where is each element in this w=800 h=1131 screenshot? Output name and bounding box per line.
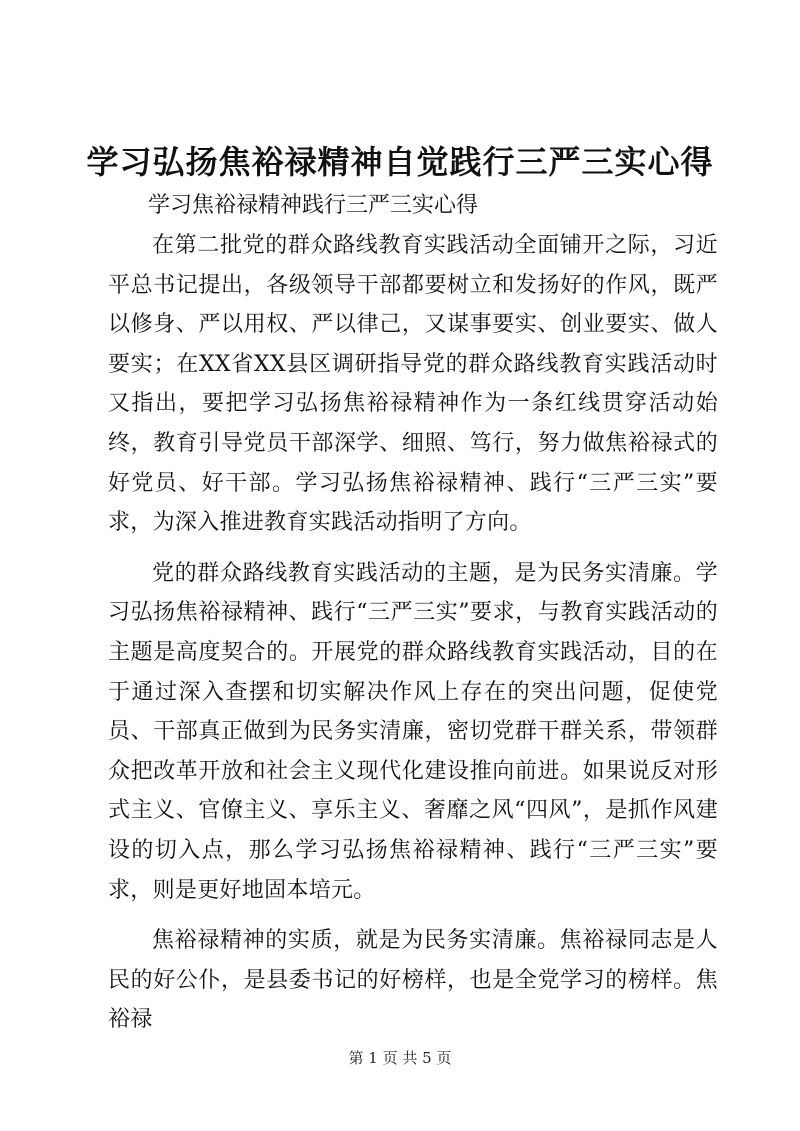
paragraph-3: 焦裕禄精神的实质，就是为民务实清廉。焦裕禄同志是人民的好公仆，是县委书记的好榜样，也是全党学习的榜样。焦裕禄 xyxy=(108,928,718,1033)
document-subtitle: 学习焦裕禄精神践行三严三实心得 xyxy=(148,193,479,218)
paragraph-1: 在第二批党的群众路线教育实践活动全面铺开之际，习近平总书记提出，各级领导干部都要树立和发扬好的作风，既严以修身、严以用权、严以律己，又谋事要实、创业要实、做人要实；在XX省XX县区调研指导党的群众路线教育实践活动时又指出，要把学习弘扬焦裕禄精神作为一条红线贯穿活动始终，教育引导党员干部深学、细照、笃行，努力做焦裕禄式的好党员、好干部。学习弘扬焦裕禄精神、践行“三严三实”要求，为深入推进教育实践活动指明了方向。 xyxy=(108,233,718,536)
document-body xyxy=(108,226,718,1051)
paragraph-2: 党的群众路线教育实践活动的主题，是为民务实清廉。学习弘扬焦裕禄精神、践行“三严三实”要求，与教育实践活动的主题是高度契合的。开展党的群众路线教育实践活动，目的在于通过深入查摆和切实解决作风上存在的突出问题，促使党员、干部真正做到为民务实清廉，密切党群干群关系，带领群众把改革开放和社会主义现代化建设推向前进。如果说反对形式主义、官僚主义、享乐主义、奢靡之风“四风”，是抓作风建设的切入点，那么学习弘扬焦裕禄精神、践行“三严三实”要求，则是更好地固本培元。 xyxy=(108,560,718,903)
page-footer: 第 1 页 共 5 页 xyxy=(348,1049,452,1067)
document-title: 学习弘扬焦裕禄精神自觉践行三严三实心得 xyxy=(86,143,714,181)
